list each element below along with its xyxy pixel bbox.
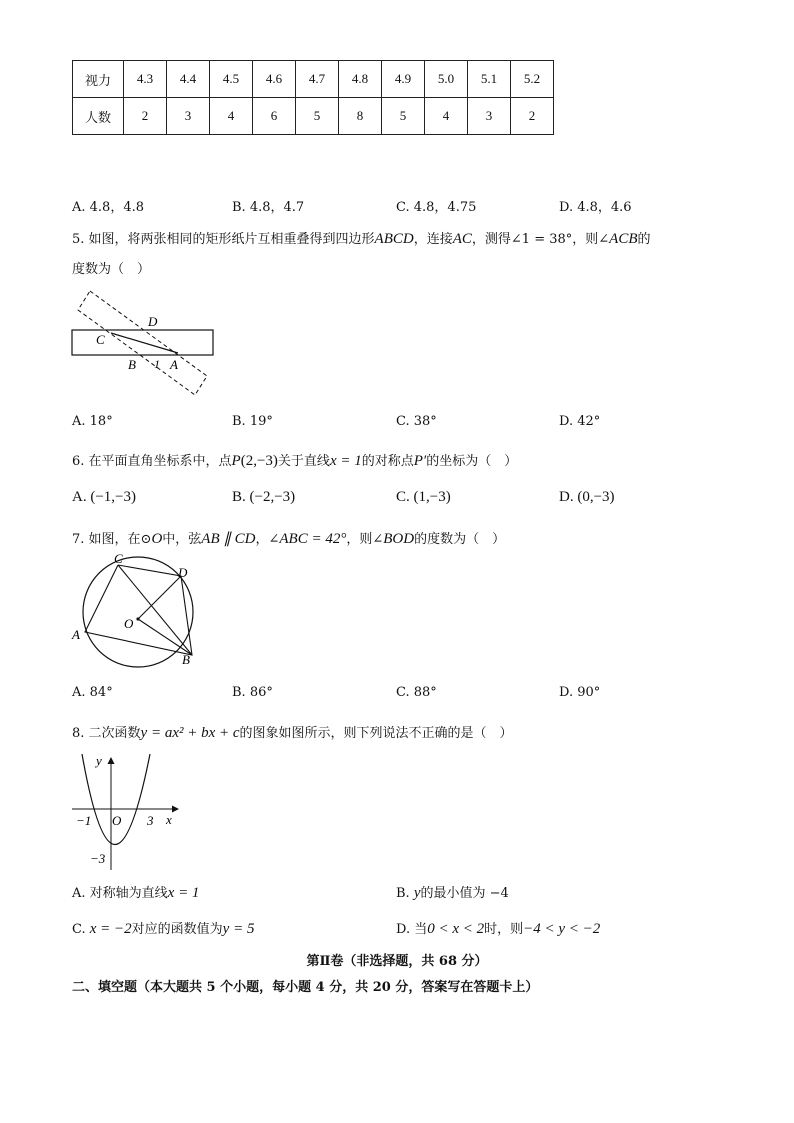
q8-option-d (396, 918, 600, 938)
q8-math: 0 < x < 2 (427, 921, 485, 937)
label-3: 3 (147, 813, 154, 828)
section-heading: 二、填空题（本大题共 5 个小题，每小题 4 分，共 20 分，答案写在答题卡上） (72, 980, 539, 995)
q6-text: 6. 在平面直角坐标系中，点 (72, 454, 232, 469)
table-cell: 4.8 (339, 61, 382, 98)
center-dot (136, 617, 139, 620)
table-cell: 4 (210, 98, 253, 135)
table-cell: 4.9 (382, 61, 425, 98)
q6-text: 的坐标为（ ） (426, 454, 518, 469)
table-cell: 4 (425, 98, 468, 135)
table-cell: 4.3 (124, 61, 167, 98)
table-cell: 6 (253, 98, 296, 135)
q4-option-d: D. 4.8，4.6 (559, 200, 632, 215)
table-cell: 2 (124, 98, 167, 135)
q7-math: AB ∥ CD (201, 531, 256, 547)
table-cell: 5.0 (425, 61, 468, 98)
q7-text: ，∠ (255, 532, 280, 547)
q5-figure (70, 288, 220, 400)
q6-math: P (231, 453, 241, 469)
table-header-cell: 人数 (73, 98, 124, 135)
q8-math: y = 5 (222, 921, 255, 937)
label-o: O (124, 616, 134, 631)
label-a: A (72, 627, 80, 642)
section-title: 第Ⅱ卷（非选择题，共 68 分） (306, 954, 488, 969)
q8-text: 对应的函数值为 (131, 922, 223, 937)
label-origin: O (112, 813, 122, 828)
q5-text: ，测得∠1 = 38°，则∠ (471, 232, 610, 247)
q5-text: ，连接 (413, 232, 453, 247)
q7-figure (68, 552, 208, 674)
q6-stem (72, 450, 517, 470)
q8-option-c (72, 918, 254, 938)
q5-option-a: A. 18° (72, 414, 113, 429)
q7-text: ，则∠ (346, 532, 384, 547)
q6-text: 的对称点 (361, 454, 414, 469)
table-cell: 5.2 (511, 61, 554, 98)
q7-option-a: A. 84° (72, 685, 113, 700)
vision-table (72, 60, 554, 135)
q7-math: BOD (383, 531, 415, 547)
q8-option-b (396, 882, 509, 902)
q6-math: x = 1 (329, 453, 362, 469)
q5-math: ABCD (374, 231, 414, 247)
label-b: B (182, 652, 190, 667)
label-neg3: −3 (90, 851, 106, 866)
q5-math: AC (452, 231, 472, 247)
table-cell: 3 (468, 98, 511, 135)
q8-graph (68, 752, 188, 874)
table-row (73, 61, 554, 98)
q7-math: O (151, 531, 163, 547)
q5-text: 5. 如图，将两张相同的矩形纸片互相重叠得到四边形 (72, 232, 375, 247)
q8-math: y = ax² + bx + c (140, 725, 240, 741)
table-cell: 4.6 (253, 61, 296, 98)
q8-option-a (72, 882, 199, 902)
q7-option-d: D. 90° (559, 685, 601, 700)
q6-math: P′ (413, 453, 427, 469)
quadrilateral (85, 565, 192, 655)
q8-text: A. 对称轴为直线 (72, 886, 168, 901)
label-c: C (96, 332, 105, 347)
q8-text: D. 当 (396, 922, 428, 937)
q8-math: y (413, 885, 421, 901)
label-d: D (148, 314, 158, 329)
q8-text: 的图象如图所示，则下列说法不正确的是（ ） (239, 726, 513, 741)
q7-text: 7. 如图，在⊙ (72, 532, 152, 547)
label-d: D (178, 565, 188, 580)
q5-math: ACB (609, 231, 638, 247)
parabola (82, 754, 150, 845)
q5-option-b: B. 19° (232, 414, 273, 429)
q7-text: 的度数为（ ） (414, 532, 506, 547)
table-cell: 4.5 (210, 61, 253, 98)
segment-ac (111, 333, 178, 353)
q5-option-c: C. 38° (396, 414, 437, 429)
q4-option-b: B. 4.8，4.7 (232, 200, 305, 215)
q8-text: 8. 二次函数 (72, 726, 141, 741)
q6-text: 关于直线 (277, 454, 330, 469)
label-y: y (96, 753, 102, 768)
q6-option-a: A. (−1,−3) (72, 489, 136, 505)
q8-text: 的最小值为 −4 (420, 886, 509, 901)
q6-math: (2,−3) (240, 453, 278, 469)
q7-math: ABC = 42° (279, 531, 347, 547)
q8-math: −4 < y < −2 (523, 921, 601, 937)
q5-option-d: D. 42° (559, 414, 601, 429)
q8-text: B. (396, 886, 414, 901)
q8-text: 时，则 (484, 922, 524, 937)
label-b: B (128, 357, 136, 372)
q8-stem (72, 722, 513, 742)
q5-text: 的 (637, 232, 651, 247)
q7-option-c: C. 88° (396, 685, 437, 700)
table-cell: 2 (511, 98, 554, 135)
q7-option-b: B. 86° (232, 685, 273, 700)
table-cell: 5 (296, 98, 339, 135)
q7-text: 中，弦 (162, 532, 202, 547)
table-cell: 8 (339, 98, 382, 135)
label-a: A (170, 357, 178, 372)
table-row (73, 98, 554, 135)
table-cell: 5.1 (468, 61, 511, 98)
table-header-cell: 视力 (73, 61, 124, 98)
q6-option-d: D. (0,−3) (559, 489, 615, 505)
label-angle-1: 1 (154, 357, 160, 371)
table-cell: 4.4 (167, 61, 210, 98)
circle-o (83, 557, 193, 667)
q4-option-c: C. 4.8，4.75 (396, 200, 477, 215)
table-cell: 5 (382, 98, 425, 135)
q5-stem-line2: 度数为（ ） (72, 262, 151, 277)
label-neg1: −1 (76, 813, 92, 828)
q7-stem (72, 528, 505, 548)
q6-option-b: B. (−2,−3) (232, 489, 296, 505)
table-cell: 4.7 (296, 61, 339, 98)
q8-text: C. (72, 922, 90, 937)
label-c: C (114, 552, 123, 566)
q5-stem (72, 228, 651, 248)
q8-math: x = 1 (167, 885, 200, 901)
q6-option-c: C. (1,−3) (396, 489, 451, 505)
table-cell: 3 (167, 98, 210, 135)
q4-option-a: A. 4.8，4.8 (72, 200, 145, 215)
label-x: x (166, 812, 172, 827)
q8-math: x = −2 (89, 921, 132, 937)
